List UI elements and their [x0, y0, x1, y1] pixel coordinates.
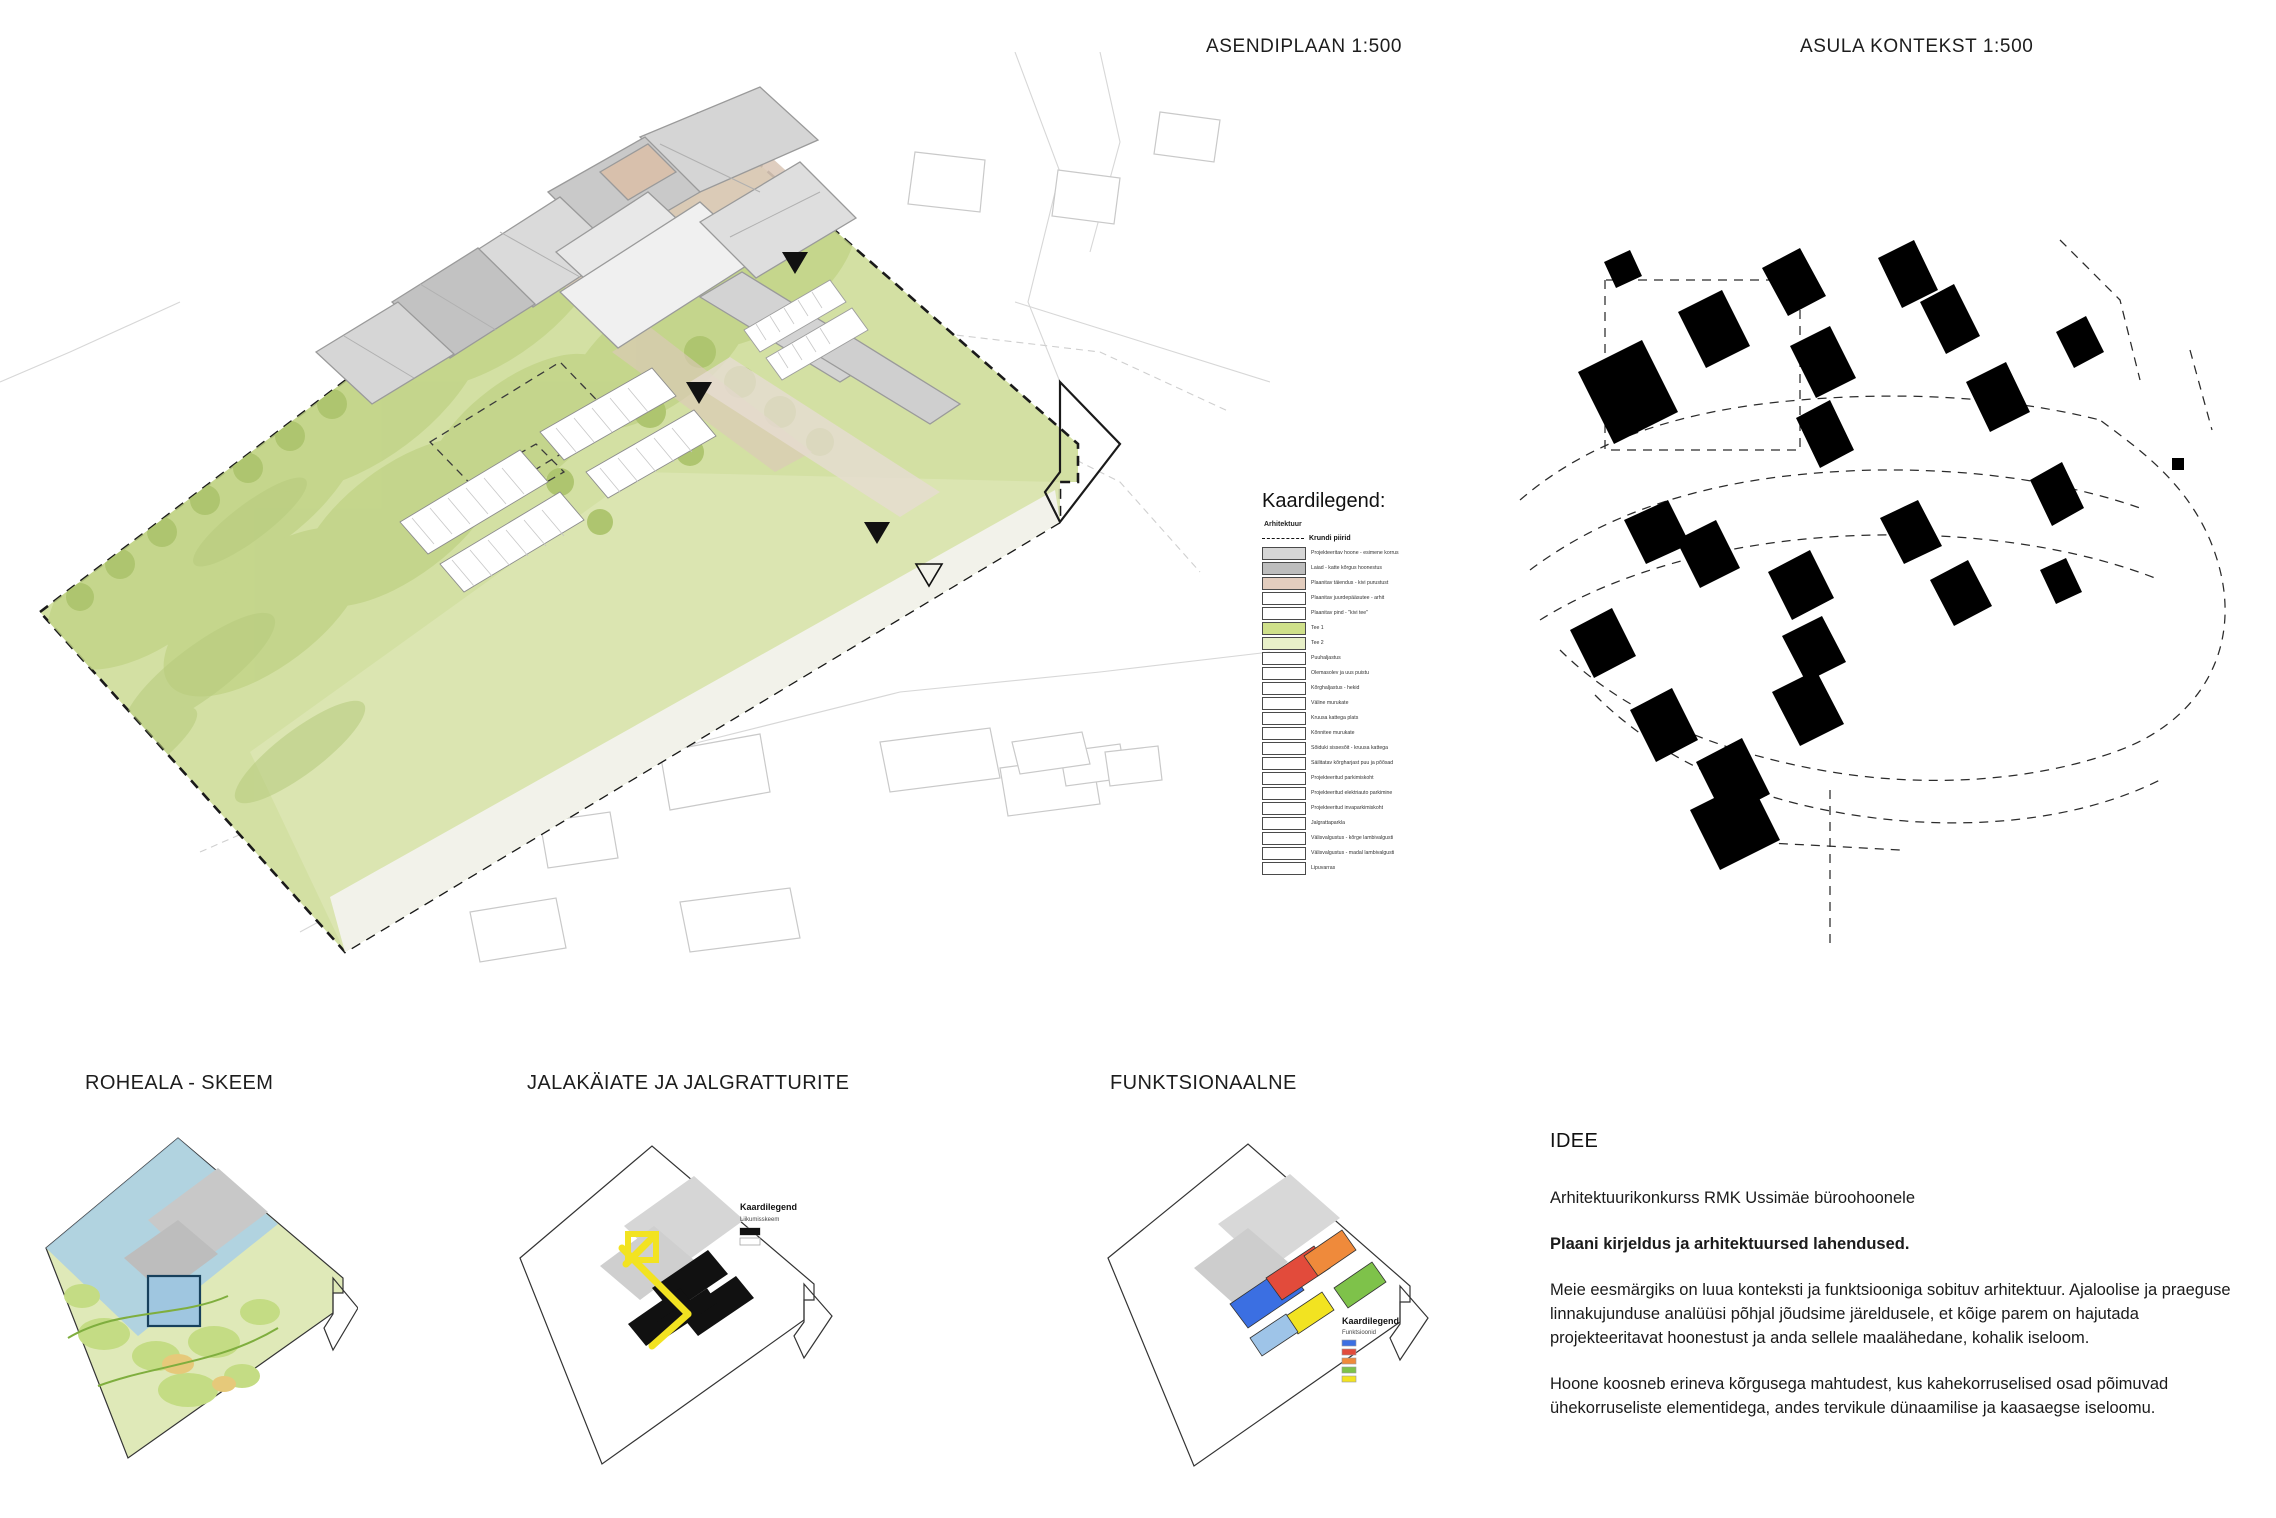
legend-row — [1262, 606, 1477, 621]
legend-swatch — [1262, 667, 1306, 680]
context-buildings — [1570, 240, 2184, 870]
legend-swatch — [1262, 802, 1306, 815]
legend-row — [1262, 651, 1477, 666]
svg-text:Kaardilegend: Kaardilegend — [1342, 1316, 1400, 1326]
idee-paragraph-2: Hoone koosneb erineva kõrgusega mahtudest, kus kahekorruselised osad põimuvad ühekorruseliste elementidega, andes tervikule dünaamilise ja kaasaegse iseloomu. — [1550, 1374, 2169, 1417]
svg-text:Liikumisskeem: Liikumisskeem — [740, 1217, 780, 1223]
legend-label: Sõiduki sissesõit - kruusa kattega — [1311, 744, 1388, 751]
legend-swatch — [1262, 622, 1306, 635]
legend-label: Projekteeritav hoone - esimene korrus — [1311, 549, 1399, 556]
legend-label: Plaanitav täiendus - kivi purustust — [1311, 579, 1389, 586]
legend-label: Plaanitav juurdepääsutee - arhit — [1311, 594, 1385, 601]
legend-row — [1262, 591, 1477, 606]
site-plan-drawing — [0, 52, 1270, 1042]
legend-row — [1262, 801, 1477, 816]
legend-swatch — [1262, 862, 1306, 875]
legend-swatch — [1262, 772, 1306, 785]
legend-swatch — [1262, 832, 1306, 845]
legend-swatch — [1262, 607, 1306, 620]
legend-row — [1262, 546, 1477, 561]
scheme-pedestrian-thumbnail — [502, 1128, 842, 1518]
legend-label: Väline murukate — [1311, 699, 1349, 706]
legend-swatch — [1262, 787, 1306, 800]
legend-row — [1262, 861, 1477, 876]
legend-row — [1262, 621, 1477, 636]
svg-text:Funktsioonid: Funktsioonid — [1342, 1330, 1377, 1336]
idee-paragraph-1: Meie eesmärgiks on luua konteksti ja funktsiooniga sobituv arhitektuur. Ajaloolise ja praeguse linnakujunduse analüüsi põhjal jõudsime järeldusele, et kõige parem on hajutada projekteeritavat hoonestust ja anda sellele maalähedane, kohalik iseloom. — [1550, 1280, 2231, 1347]
legend-label: Kõrghaljastus - hekid — [1311, 684, 1360, 691]
dashed-line-icon — [1262, 538, 1304, 539]
scheme-green-thumbnail — [28, 1128, 358, 1518]
legend-label: Säilitatav kõrgharjast puu ja põõsad — [1311, 759, 1394, 766]
idee-competition-line: Arhitektuurikonkurss RMK Ussimäe büroohoonele — [1550, 1189, 1915, 1207]
legend-row — [1262, 666, 1477, 681]
legend-swatch — [1262, 577, 1306, 590]
legend-label: Projekteeritud parkimiskoht — [1311, 774, 1374, 781]
legend-label: Tee 2 — [1311, 639, 1324, 646]
idee-heading: IDEE — [1550, 1130, 1599, 1152]
legend-label: Kõnnitee murukate — [1311, 729, 1355, 736]
legend-row — [1262, 831, 1477, 846]
legend-label: Puuhaljastus — [1311, 654, 1341, 661]
scheme-functional-title: FUNKTSIONAALNE — [1110, 1072, 1297, 1094]
legend-swatch — [1262, 547, 1306, 560]
legend-swatch — [1262, 847, 1306, 860]
idee-bold-line: Plaani kirjeldus ja arhitektuursed lahendused. — [1550, 1234, 1910, 1253]
site-plan-title: ASENDIPLAAN 1:500 — [1206, 36, 1403, 57]
legend-swatch — [1262, 592, 1306, 605]
legend-item-list — [1262, 546, 1477, 876]
legend-swatch — [1262, 757, 1306, 770]
legend-row — [1262, 696, 1477, 711]
scheme-functional-thumbnail — [1090, 1128, 1440, 1518]
legend-swatch — [1262, 727, 1306, 740]
legend-swatch — [1262, 682, 1306, 695]
legend-row — [1262, 576, 1477, 591]
legend-row — [1262, 786, 1477, 801]
legend-swatch — [1262, 817, 1306, 830]
legend-row — [1262, 561, 1477, 576]
legend-row — [1262, 726, 1477, 741]
legend-label: Välisvalgustus - kõrge lambivalgusti — [1311, 834, 1394, 841]
legend-row — [1262, 741, 1477, 756]
legend-row — [1262, 711, 1477, 726]
map-legend — [1262, 490, 1477, 876]
legend-label: Tee 1 — [1311, 624, 1324, 631]
legend-section-title: Arhitektuur — [1264, 521, 1302, 528]
legend-swatch — [1262, 697, 1306, 710]
legend-label: Kruusa kattega plats — [1311, 714, 1359, 721]
legend-row — [1262, 636, 1477, 651]
legend-row — [1262, 846, 1477, 861]
scheme-green-title: ROHEALA - SKEEM — [85, 1072, 274, 1094]
legend-swatch — [1262, 712, 1306, 725]
legend-label: Projekteeritud invaparkimiskoht — [1311, 804, 1384, 811]
context-plan-title: ASULA KONTEKST 1:500 — [1800, 36, 2034, 57]
legend-row — [1262, 816, 1477, 831]
legend-swatch — [1262, 742, 1306, 755]
legend-row-boundary — [1262, 531, 1477, 546]
context-plan-drawing — [1500, 150, 2260, 1080]
legend-label: Plaanitav pind - "kivi tee" — [1311, 609, 1369, 616]
legend-label: Välisvalgustus - madal lambivalgusti — [1311, 849, 1395, 856]
legend-label: Laiad - katte kõrgus hoonestus — [1311, 564, 1382, 571]
legend-label: Projekteeritud elektriauto parkimine — [1311, 789, 1393, 796]
idee-text-block — [1550, 1130, 2240, 1442]
legend-row — [1262, 681, 1477, 696]
legend-boundary-label: Krundi piirid — [1309, 535, 1351, 542]
scheme-pedestrian-title: JALAKÄIATE JA JALGRATTURITE — [527, 1072, 850, 1094]
legend-label: Olemasolev ja uus puistu — [1311, 669, 1369, 676]
legend-row — [1262, 771, 1477, 786]
legend-swatch — [1262, 562, 1306, 575]
legend-swatch — [1262, 652, 1306, 665]
legend-title: Kaardilegend: — [1262, 490, 1386, 512]
svg-text:Kaardilegend: Kaardilegend — [740, 1202, 798, 1212]
legend-swatch — [1262, 637, 1306, 650]
legend-label: Lipuvarras — [1311, 864, 1336, 871]
legend-row — [1262, 756, 1477, 771]
legend-label: Jalgrattaparkla — [1311, 819, 1346, 826]
